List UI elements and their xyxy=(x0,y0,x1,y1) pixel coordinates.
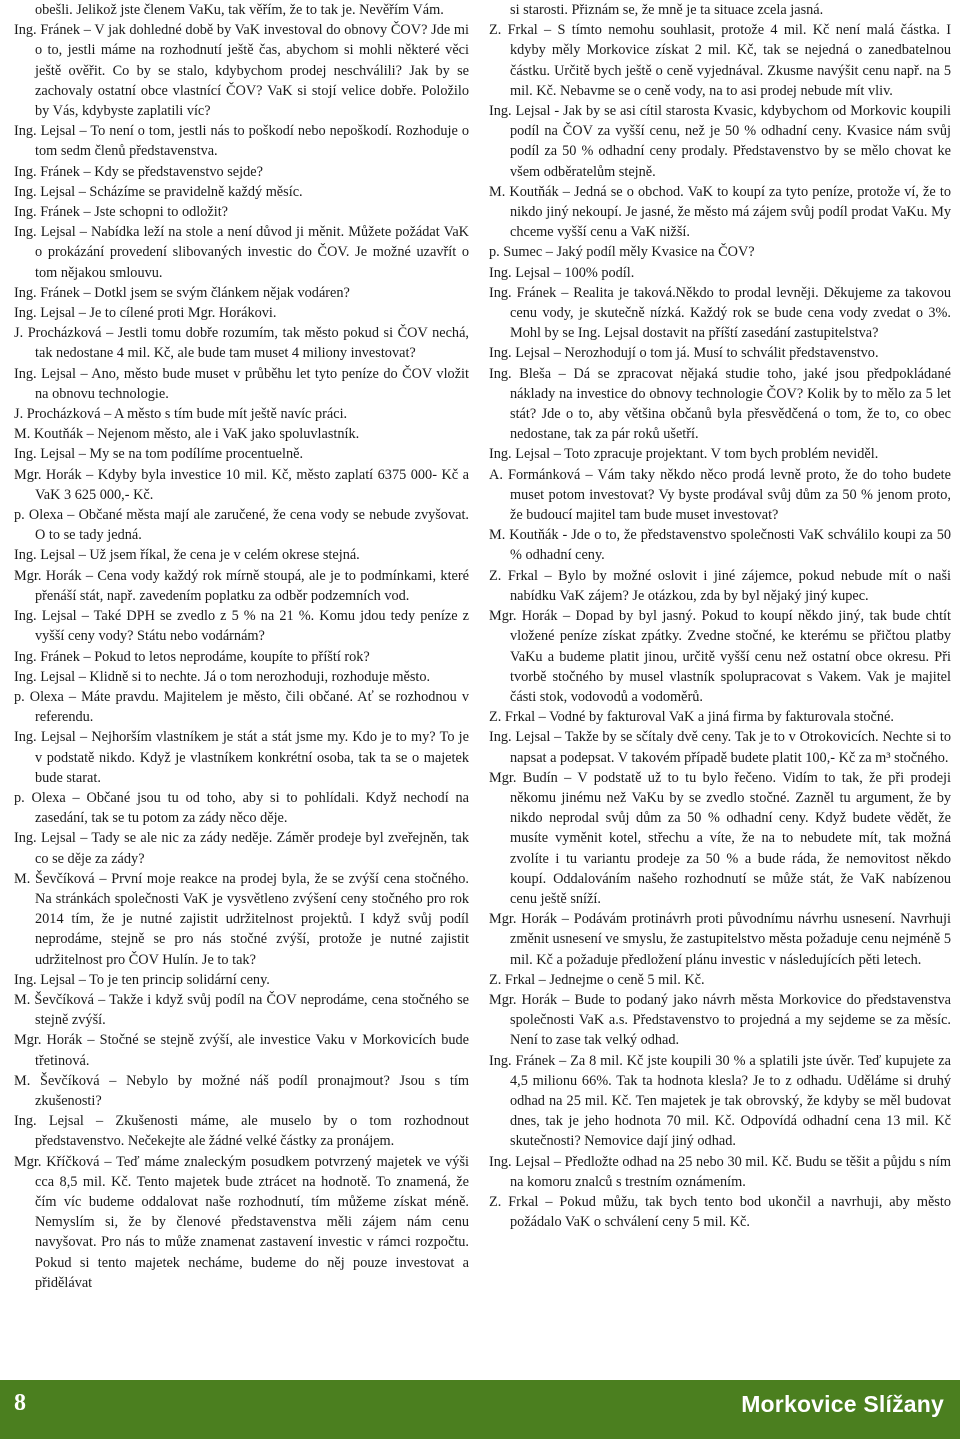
left-column xyxy=(14,0,469,1293)
transcript-paragraph: Ing. Fránek – Realita je taková.Někdo to prodal levněji. Děkujeme za takovou cenu vody, je skutečně nízká. Každý rok se bude cena vody zvedat o 3%. Mohl by se Ing. Lejsal dostavit na příští zasedání zastupitelstva? xyxy=(489,284,951,342)
transcript-paragraph: Z. Frkal – Pokud můžu, tak bych tento bod ukončil a navrhuji, aby město požádalo VaK o schválení ceny 5 mil. Kč. xyxy=(489,1193,951,1231)
transcript-paragraph: Ing. Fránek – Pokud to letos neprodáme, koupíte to příští rok? xyxy=(14,648,370,665)
transcript-paragraph: Ing. Lejsal – Předložte odhad na 25 nebo 30 mil. Kč. Budu se těšit a půjdu s ním na komoru znalců s trestním oznámením. xyxy=(489,1153,951,1190)
transcript-paragraph: M. Koutňák – Jedná se o obchod. VaK to koupí za tyto peníze, protože ví, že to nikdo jiný nekoupí. Je jasné, že město má zájem svůj podíl prodat VaKu. My chceme vyšší cenu a VaK nižší. xyxy=(489,183,951,241)
page-footer xyxy=(0,1380,960,1439)
right-column xyxy=(489,0,951,1232)
transcript-paragraph: J. Procházková – A město s tím bude mít ještě navíc práci. xyxy=(14,406,348,423)
transcript-paragraph: Ing. Lejsal – My se na tom podílíme procentuelně. xyxy=(14,446,304,463)
transcript-paragraph: Z. Frkal – Jednejme o ceně 5 mil. Kč. xyxy=(489,971,705,988)
transcript-paragraph: Z. Frkal – Bylo by možné oslovit i jiné zájemce, pokud nebude mít o naši nabídku VaK zájem? Je otázkou, zda by byl nějaký jiný kupec. xyxy=(489,567,951,604)
transcript-paragraph: p. Sumec – Jaký podíl měly Kvasice na ČOV? xyxy=(489,244,755,261)
transcript-paragraph: M. Ševčíková – Takže i když svůj podíl na ČOV neprodáme, cena stočného se stejně zvýší. xyxy=(14,991,469,1029)
transcript-paragraph: Ing. Fránek – Dotkl jsem se svým článkem nějak vodáren? xyxy=(14,284,350,301)
transcript-paragraph: Ing. Lejsal – To není o tom, jestli nás to poškodí nebo nepoškodí. Rozhoduje o tom sedm členů představenstva. xyxy=(14,123,469,160)
transcript-paragraph: Ing. Lejsal – Zkušenosti máme, ale muselo by o tom rozhodnout představenstvo. Nečekejte ale žádné velké částky za pronájem. xyxy=(14,1113,469,1150)
transcript-paragraph: p. Olexa – Máte pravdu. Majitelem je město, čili občané. Ať se rozhodnou v referendu. xyxy=(14,688,469,726)
transcript-paragraph: Ing. Lejsal – Scházíme se pravidelně každý měsíc. xyxy=(14,183,303,200)
transcript-paragraph: Mgr. Horák – Kdyby byla investice 10 mil. Kč, město zaplatí 6375 000- Kč a VaK 3 625 000,- Kč. xyxy=(14,466,469,503)
transcript-paragraph: Ing. Lejsal – Je to cílené proti Mgr. Horákovi. xyxy=(14,305,277,322)
publication-title: Morkovice Slížany xyxy=(741,1391,944,1417)
transcript-paragraph: Ing. Lejsal – To je ten princip solidární ceny. xyxy=(14,971,270,988)
transcript-paragraph: Ing. Fránek – V jak dohledné době by VaK investoval do obnovy ČOV? Jde mi o to, jestli máme na rozhodnutí ještě čas, abychom si mohli některé věci ještě ověřit. Co by se stalo, kdybychom prodej neschválili? Jak by se zachovaly ostatní obce vlastnící ČOV? VaK si stojí velice dobře. Položilo by Vás, kdybyste zaplatili víc? xyxy=(14,22,469,120)
transcript-paragraph: obešli. Jelikož jste členem VaKu, tak věřím, že to tak je. Nevěřím Vám. xyxy=(35,2,444,18)
transcript-paragraph: Ing. Fránek – Za 8 mil. Kč jste koupili 30 % a splatili jste úvěr. Teď kupujete za 4,5 milionu 66%. Tak ta hodnota klesla? Je to z odhadu. Uděláme si druhý odhad na 25 mil. Kč. Ten majetek je tak obrovský, že kdyby se měl budovat dnes, tak je jeho hodnota 70 mil. Kč. Odpovídá odhadní cena 13 mil. Kč skutečnosti? Nemovice dají jiný odhad. xyxy=(489,1052,951,1150)
transcript-paragraph: J. Procházková – Jestli tomu dobře rozumím, tak město pokud si ČOV nechá, tak nedostane 4 mil. Kč, ale bude tam muset 4 miliony investovat? xyxy=(14,325,469,362)
transcript-paragraph: Mgr. Budín – V podstatě už to tu bylo řečeno. Vidím to tak, že při prodeji někomu jinému než VaKu by se zvedlo stočné. Zazněl tu argument, že by nikdo neprodal svůj dům za 50 % odhadní ceny. Když budete vědět, že musíte vyměnit kotel, střechu a víte, že na to nebudete mít, tak možná zvolíte i tu variantu prodeje za 50 % a bude ráda, že nemovitost někdo koupí. Oddalováním našeho rozhodnutí se může stát, že VaK nabízenou cenu ještě sníží. xyxy=(489,769,951,907)
transcript-paragraph: Ing. Lejsal – Nejhorším vlastníkem je stát a stát jsme my. Kdo je to my? To je v podstatě nikdo. Když je vlastníkem konkrétní osoba, tak ta se o majetek bude starat. xyxy=(14,729,469,786)
transcript-paragraph: Mgr. Horák – Stočné se stejně zvýší, ale investice Vaku v Morkovicích bude třetinová. xyxy=(14,1032,469,1069)
transcript-paragraph: Ing. Lejsal – Takže by se sčítaly dvě ceny. Tak je to v Otrokovicích. Nechte si to napsat a podepsat. V takovém případě budete platit 100,- Kč za m³ stočného. xyxy=(489,729,951,766)
transcript-paragraph: Ing. Bleša – Dá se zpracovat nějaká studie toho, jaké jsou předpokládané náklady na investice do obnovy technologie ČOV? Kolik by to mělo za 5 let stát? Jde o to, aby většina občanů byla přesvědčená o tom, že to, co obec nedostane, tak za pár roků ušetří. xyxy=(489,365,951,443)
transcript-paragraph: M. Koutňák – Nejenom město, ale i VaK jako spoluvlastník. xyxy=(14,426,360,443)
transcript-paragraph: p. Olexa – Občané města mají ale zaručené, že cena vody se nebude zvyšovat. O to se tady jedná. xyxy=(14,507,469,544)
transcript-paragraph: M. Ševčíková – Nebylo by možné náš podíl pronajmout? Jsou s tím zkušenosti? xyxy=(14,1072,469,1109)
transcript-paragraph: A. Formánková – Vám taky někdo něco prodá levně proto, že do toho budete muset potom investovat? Vy byste prodával svůj dům za 50 % jenom proto, že budoucí majitel tam bude muset investovat? xyxy=(489,466,951,524)
transcript-paragraph: Z. Frkal – Vodné by fakturoval VaK a jiná firma by fakturovala stočné. xyxy=(489,709,894,726)
transcript-paragraph: si starosti. Přiznám se, že mně je ta situace zcela jasná. xyxy=(510,2,824,18)
transcript-paragraph: Ing. Lejsal - Jak by se asi cítil starosta Kvasic, kdybychom od Morkovic koupili podíl na ČOV za vyšší cenu, než je 50 % odhadní ceny. Kvasice nám svůj podíl za 50 % odhadní ceny prodaly. Představenstvo by se mělo chovat ke všem odběratelům stejně. xyxy=(489,103,951,180)
transcript-paragraph: Ing. Lejsal – Ano, město bude muset v průběhu let tyto peníze do ČOV vložit na obnovu technologie. xyxy=(14,365,469,402)
transcript-paragraph: Mgr. Horák – Podávám protinávrh proti původnímu návrhu usnesení. Navrhuji změnit usnesení ve smyslu, že zastupitelstvo města požaduje cenu nejméně 5 mil. Kč a požaduje předložení plánu investic v následujících pěti letech. xyxy=(489,911,951,968)
transcript-paragraph: Ing. Lejsal – Nerozhodují o tom já. Musí to schválit představenstvo. xyxy=(489,345,879,362)
page-number: 8 xyxy=(14,1390,26,1416)
transcript-paragraph: Ing. Lejsal – Tady se ale nic za zády neděje. Záměr prodeje byl zveřejněn, tak co se děje za zády? xyxy=(14,830,469,867)
transcript-paragraph: Mgr. Horák – Dopad by byl jasný. Pokud to koupí někdo jiný, tak bude chtít vložené peníze získat zpátky. Zvedne stočné, ke kterému se přičtou platby VaKu a budeme platit jinou, určitě vyšší cenu než ostatní obce okresu. Při tvorbě stočného by musel vlastník spolupracovat s Vakem. Vak je majitel části stok, vodovodů a vodoměrů. xyxy=(489,608,951,705)
transcript-paragraph: Mgr. Horák – Cena vody každý rok mírně stoupá, ale je to podmínkami, které přenáší stát, např. zavedením poplatku za odběr podzemních vod. xyxy=(14,567,469,604)
transcript-paragraph: Ing. Fránek – Jste schopni to odložit? xyxy=(14,204,229,221)
transcript-paragraph: Mgr. Horák – Bude to podaný jako návrh města Morkovice do představenstva společnosti VaK a.s. Představenstvo to projedná a my sejdeme se za měsíc. Není to zase tak velký odhad. xyxy=(489,991,951,1049)
transcript-paragraph: Ing. Lejsal – Nabídka leží na stole a není důvod ji měnit. Můžete požádat VaK o prokázání provedení slibovaných investic do ČOV. Je možné uzavřít o tom nějakou smlouvu. xyxy=(14,224,469,281)
transcript-paragraph: Ing. Lejsal – Už jsem říkal, že cena je v celém okrese stejná. xyxy=(14,547,360,564)
transcript-paragraph: Ing. Fránek – Kdy se představenstvo sejde? xyxy=(14,163,263,180)
transcript-paragraph: Mgr. Kříčková – Teď máme znaleckým posudkem potvrzený majetek ve výši cca 8,5 mil. Kč. Tento majetek bude ztrácet na hodnotě. To znamená, že čím víc budeme oddalovat naše rozhodnutí, tím můžeme získat méně. Nemyslím si, že by členové představenstva měli zájem nám cenu navyšovat. Pro nás to může znamenat zastavení investic v rámci rozpočtu. Pokud si tento majetek necháme, budeme do něj pouze investovat a přidělávat xyxy=(14,1153,469,1291)
transcript-paragraph: M. Ševčíková – První moje reakce na prodej byla, že se zvýší cena stočného. Na stránkách společnosti VaK je vysvětleno zvýšení ceny stočného pro rok 2014 tím, že je nutné zajistit udržitelnost projektů. I když svůj podíl neprodáme, stejně se pro nás stočné zvýší, protože je nutné zajistit udržitelnost pro ČOV Hulín. Je to tak? xyxy=(14,870,469,968)
transcript-paragraph: p. Olexa – Občané jsou tu od toho, aby si to pohlídali. Když nechodí na zasedání, tak se tu potom za zády něco děje. xyxy=(14,789,469,827)
transcript-paragraph: Ing. Lejsal – Klidně si to nechte. Já o tom nerozhoduji, rozhoduje město. xyxy=(14,668,431,685)
transcript-paragraph: Ing. Lejsal – Také DPH se zvedlo z 5 % na 21 %. Komu jdou tedy peníze z vyšší ceny vody? Státu nebo vodárnám? xyxy=(14,608,469,645)
transcript-paragraph: M. Koutňák - Jde o to, že představenstvo společnosti VaK schválilo koupi za 50 % odhadní ceny. xyxy=(489,527,951,564)
transcript-paragraph: Ing. Lejsal – Toto zpracuje projektant. V tom bych problém neviděl. xyxy=(489,446,879,463)
transcript-paragraph: Z. Frkal – S tímto nemohu souhlasit, protože 4 mil. Kč není malá částka. I kdyby měly Morkovice získat 2 mil. Kč, tak se nejedná o zanedbatelnou částku. Určitě bych ještě o ceně vyjednával. Zkusme navýšit cenu např. na 5 mil. Kč. Nebavme se o ceně vody, na to asi prodej nebude mít vliv. xyxy=(489,22,951,99)
transcript-paragraph: Ing. Lejsal – 100% podíl. xyxy=(489,264,635,281)
